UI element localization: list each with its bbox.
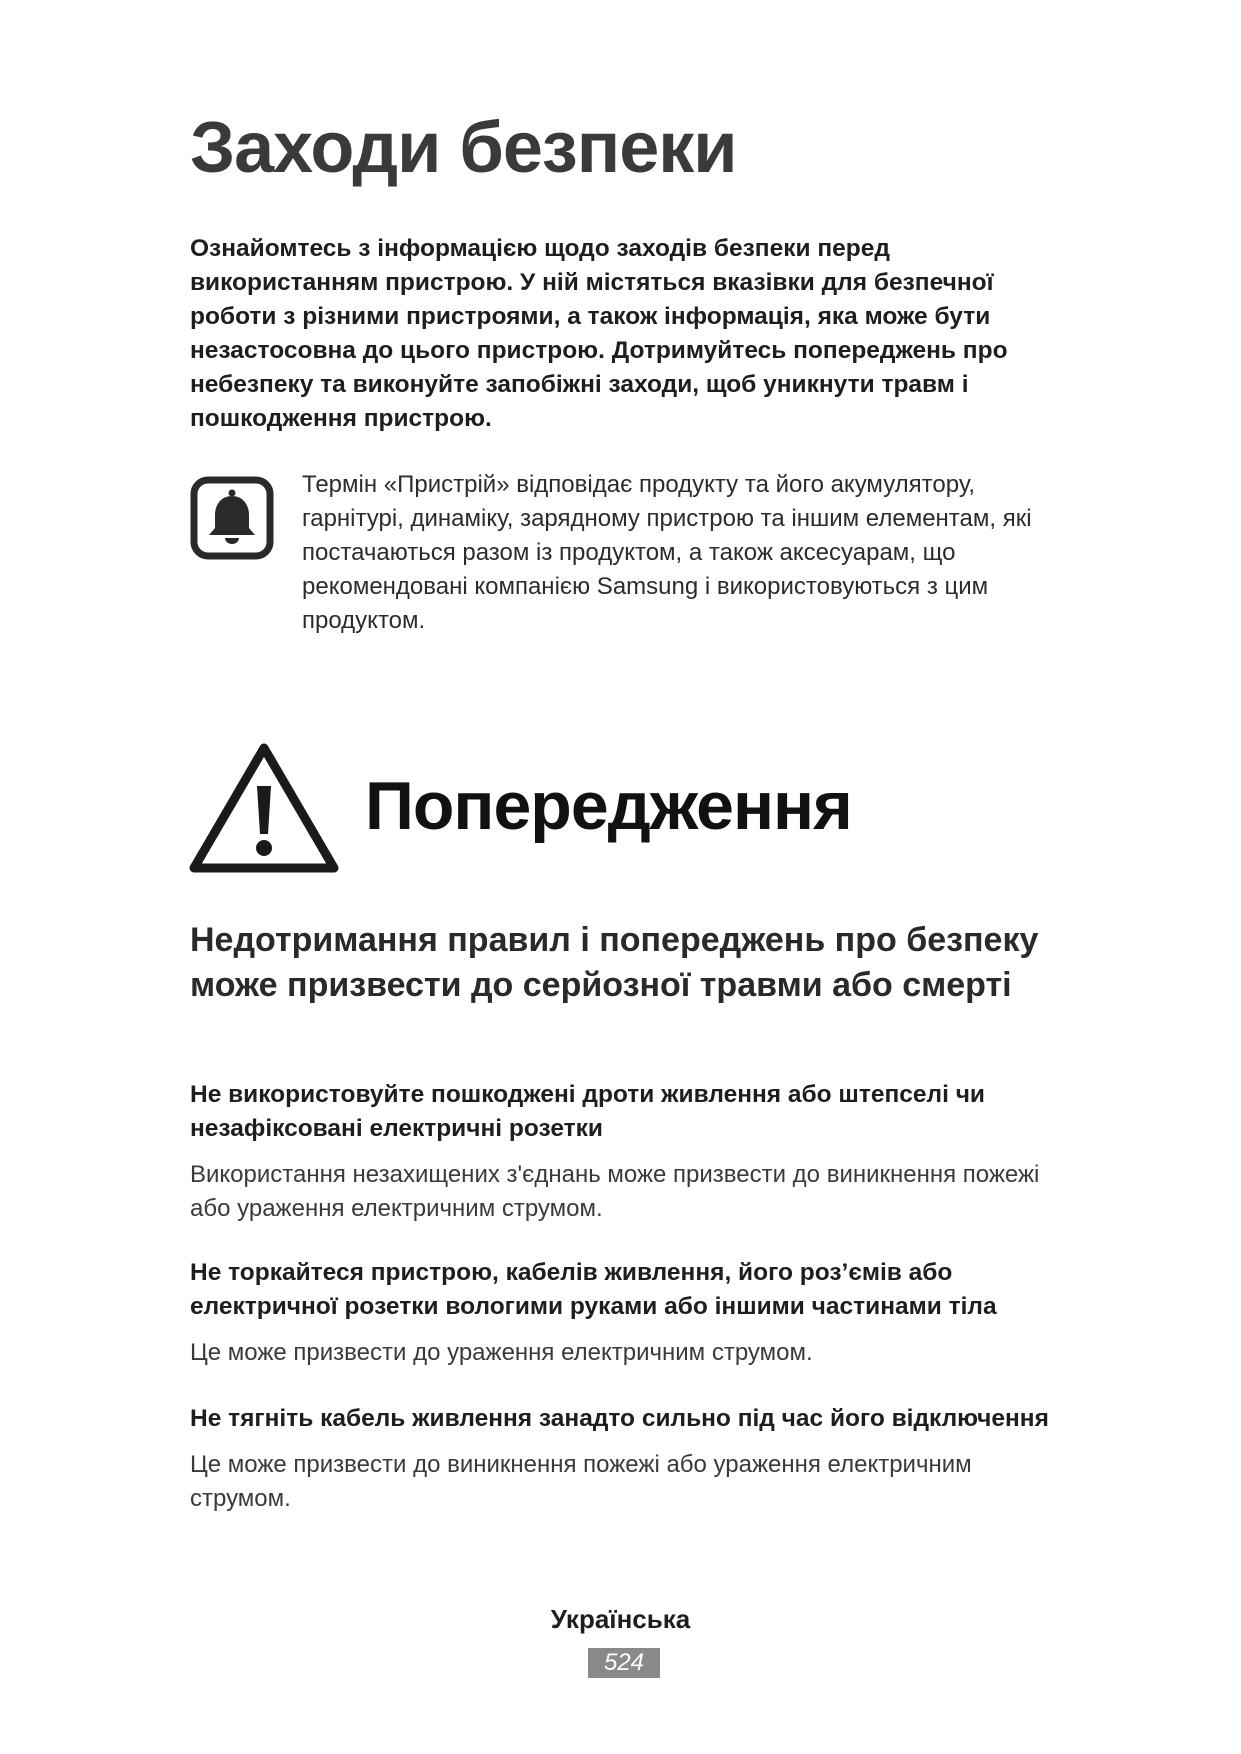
page-number: 524	[588, 1648, 660, 1678]
safety-item-body: Це може призвести до ураження електричним струмом.	[190, 1339, 813, 1366]
safety-item-heading: Не використовуйте пошкоджені дроти живлення або штепселі чи незафіксовані електричні розетки	[190, 1081, 985, 1142]
warning-title: Попередження	[365, 768, 852, 844]
safety-item-body: Це може призвести до виникнення пожежі або ураження електричним струмом.	[190, 1451, 972, 1512]
intro-paragraph: Ознайомтесь з інформацією щодо заходів безпеки перед використанням пристрою. У ній містяться вказівки для безпечної роботи з різними пристроями, а також інформація, яка може бути незастосовна до цього пристрою. Дотримуйтесь попереджень про небезпеку та виконуйте запобіжні заходи, щоб уникнути травм і пошкодження пристрою.	[190, 235, 1008, 432]
warning-triangle-icon	[188, 740, 340, 876]
safety-item-body: Використання незахищених з'єднань може призвести до виникнення пожежі або ураження електричним струмом.	[190, 1161, 1040, 1222]
section-heading: Недотримання правил і попереджень про безпеку може призвести до серйозної травми або смерті	[190, 921, 1039, 1004]
safety-item	[190, 1078, 1070, 1226]
page-title: Заходи безпеки	[190, 108, 737, 188]
footer-language: Українська	[550, 1604, 691, 1634]
safety-item	[190, 1256, 1070, 1370]
safety-item-heading: Не тягніть кабель живлення занадто сильно під час його відключення	[190, 1405, 1049, 1432]
notice-text: Термін «Пристрій» відповідає продукту та його акумулятору, гарнітурі, динаміку, зарядному пристрою та іншим елементам, які постачаються разом із продуктом, а також аксесуарам, що рекомендовані компанією Samsung і використовуються з цим продуктом.	[302, 471, 1032, 634]
bell-icon	[190, 476, 274, 560]
safety-item	[190, 1402, 1070, 1516]
safety-item-heading: Не торкайтеся пристрою, кабелів живлення, його роз’ємів або електричної розетки вологими руками або іншими частинами тіла	[190, 1259, 997, 1320]
